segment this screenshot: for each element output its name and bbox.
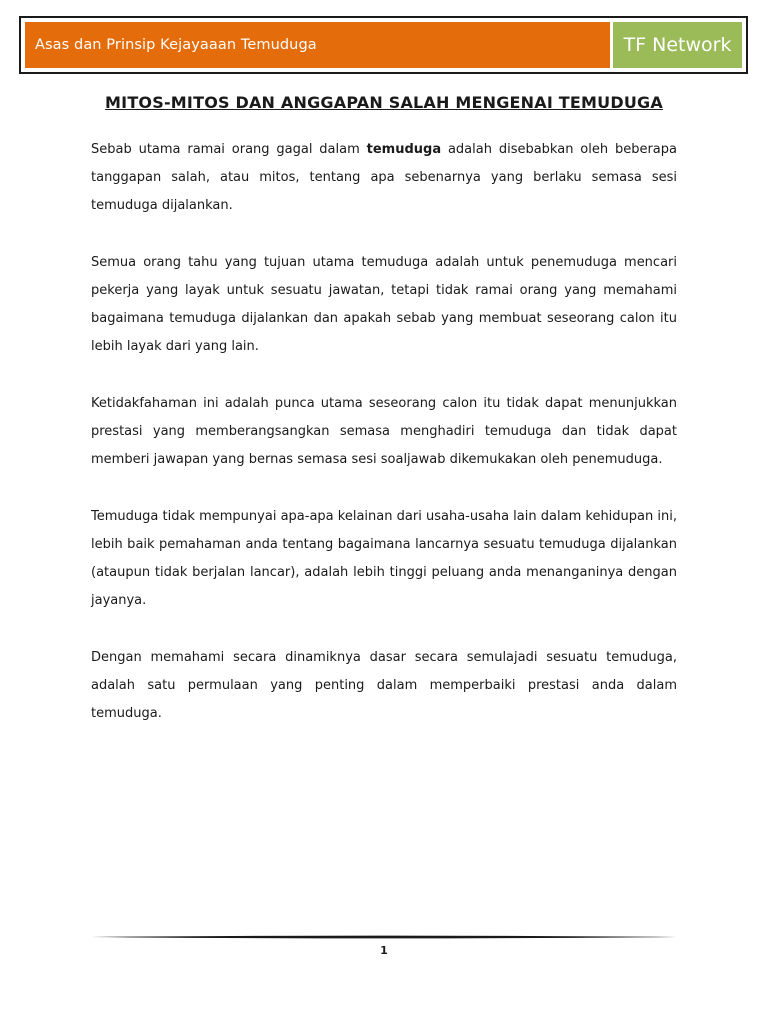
document-title: MITOS-MITOS DAN ANGGAPAN SALAH MENGENAI TEMUDUGA — [105, 93, 663, 112]
header-title-bar — [25, 22, 610, 68]
paragraph-1-end: adalah disebabkan oleh beberapa tanggapan salah, atau mitos, tentang apa sebenarnya yang berlaku semasa sesi temuduga dijalankan. — [91, 142, 677, 213]
page-number: 1 — [380, 944, 388, 957]
paragraph-3: Ketidakfahaman ini adalah punca utama seseorang calon itu tidak dapat menunjukkan prestasi yang memberangsangkan semasa menghadiri temuduga dan tidak dapat memberi jawapan yang bernas semasa sesi soaljawab dikemukakan oleh penemuduga. — [91, 396, 677, 467]
header-title: Asas dan Prinsip Kejayaaan Temuduga — [35, 37, 317, 53]
paragraph-1-start: Sebab utama ramai orang gagal dalam — [91, 142, 367, 157]
paragraph-1-bold-term: temuduga — [366, 142, 442, 157]
header-brand: TF Network — [623, 34, 732, 56]
document-body — [91, 136, 677, 757]
paragraph-4: Temuduga tidak mempunyai apa-apa kelainan dari usaha-usaha lain dalam kehidupan ini, lebih baik pemahaman anda tentang bagaimana lancarnya sesuatu temuduga dijalankan (ataupun tidak berjalan lancar), adalah lebih tinggi peluang anda menanganinya dengan jayanya. — [91, 509, 677, 608]
footer-divider — [91, 933, 677, 941]
header-brand-box — [613, 22, 742, 68]
paragraph-1 — [91, 136, 677, 220]
paragraph-2: Semua orang tahu yang tujuan utama temuduga adalah untuk penemuduga mencari pekerja yang layak untuk sesuatu jawatan, tetapi tidak ramai orang yang memahami bagaimana temuduga dijalankan dan apakah sebab yang membuat seseorang calon itu lebih layak dari yang lain. — [91, 255, 677, 354]
page-header — [19, 16, 748, 74]
paragraph-5: Dengan memahami secara dinamiknya dasar secara semulajadi sesuatu temuduga, adalah satu permulaan yang penting dalam memperbaiki prestasi anda dalam temuduga. — [91, 650, 677, 721]
